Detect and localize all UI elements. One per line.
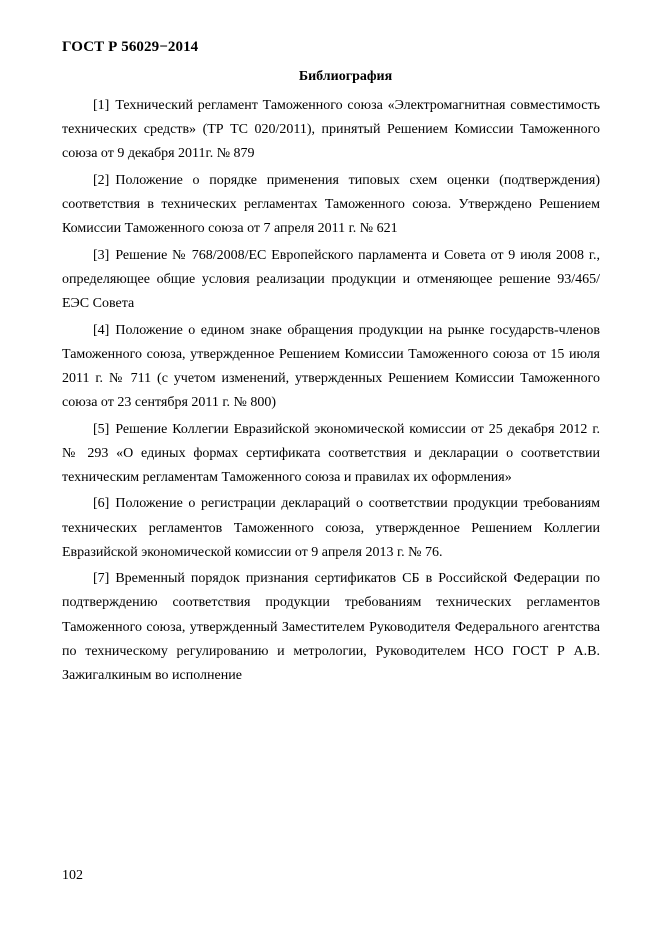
entry-number: [2]	[93, 172, 110, 188]
entry-text: Временный порядок признания сертификатов СБ в Российской Федерации по подтверждению соответствия продукции требованиям технических регламентов Таможенного союза, утвержденный Заместителем Руководителя Федерального агентства по техническому регулированию и метрологии, Руководителем НСО ГОСТ Р А.В. Зажигалкиным во исполнение	[62, 571, 600, 683]
page-number: 102	[62, 868, 83, 883]
entry-number: [4]	[93, 322, 110, 338]
entry-number: [1]	[93, 98, 110, 113]
entry-text: Технический регламент Таможенного союза «Электромагнитная совместимость технических средств» (ТР ТС 020/2011), принятый Решением Комиссии Таможенного союза от 9 декабря 2011г. № 879	[62, 98, 600, 162]
bibliography-entry	[62, 418, 600, 490]
entry-number: [7]	[93, 571, 110, 587]
entry-number: [5]	[93, 421, 110, 437]
section-title: Библиография	[298, 69, 393, 84]
bibliography-entry	[62, 567, 600, 687]
entry-text: Положение о регистрации деклараций о соответствии продукции требованиям технических регламентов Таможенного союза, утвержденное Решением Коллегии Евразийской экономической комиссии от 9 апреля 2013 г. № 76.	[62, 496, 600, 560]
bibliography-entry	[62, 244, 600, 316]
entry-text: Положение о едином знаке обращения продукции на рынке государств-членов Таможенного союза, утвержденное Решением Комиссии Таможенного союза от 15 июля 2011 г. № 711 (с учетом изменений, утвержденных Решением Комиссии Таможенного союза от 23 сентября 2011 г. № 800)	[62, 322, 600, 410]
entry-text: Решение Коллегии Евразийской экономической комиссии от 25 декабря 2012 г. № 293 «О единых формах сертификата соответствия и декларации о соответствии техническим регламентам Таможенного союза и правилах их оформления»	[62, 421, 600, 485]
document-code-header: ГОСТ Р 56029−2014	[62, 39, 199, 55]
entry-text: Положение о порядке применения типовых схем оценки (подтверждения) соответствия в технических регламентах Таможенного союза. Утверждено Решением Комиссии Таможенного союза от 7 апреля 2011 г. № 621	[62, 172, 600, 237]
entry-number: [6]	[93, 496, 110, 512]
bibliography-entry	[62, 492, 600, 564]
entry-text: Решение № 768/2008/ЕС Европейского парламента и Совета от 9 июля 2008 г., определяющее общие условия реализации продукции и отменяющее решение 93/465/ЕЭС Совета	[62, 247, 600, 311]
bibliography-entry	[62, 94, 600, 166]
bibliography-list	[62, 94, 600, 690]
bibliography-entry	[62, 319, 600, 415]
entry-number: [3]	[93, 247, 110, 263]
bibliography-entry	[62, 169, 600, 241]
